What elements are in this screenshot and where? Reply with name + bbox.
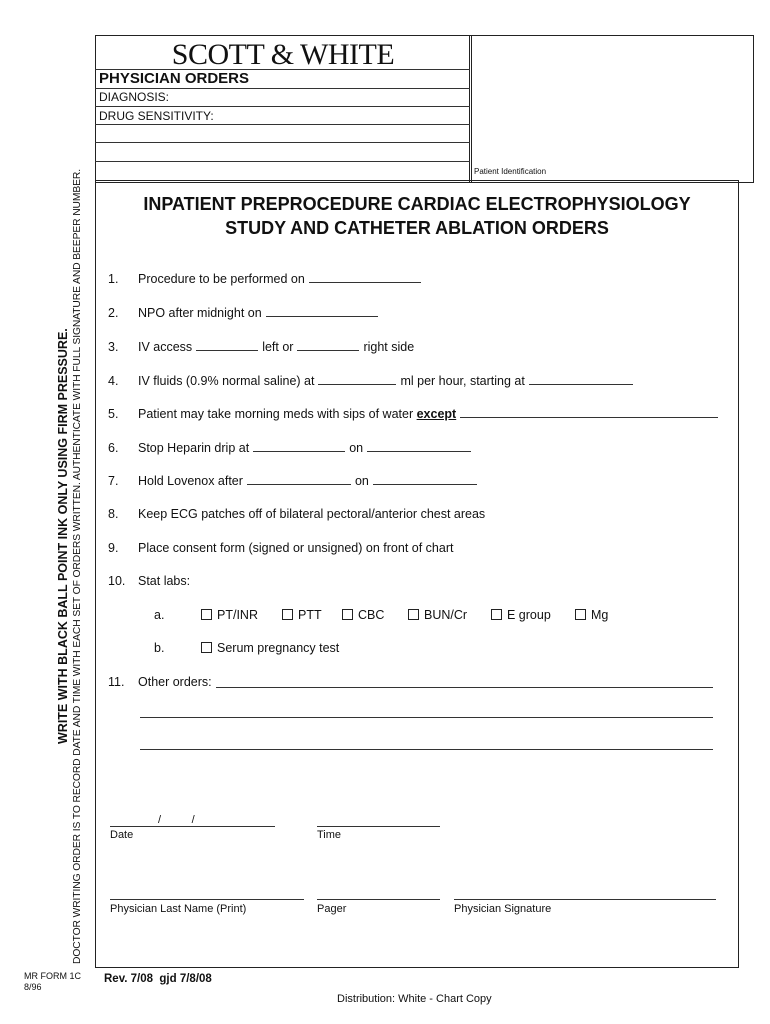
lab-option[interactable]: Serum pregnancy test <box>201 641 339 655</box>
distribution: Distribution: White - Chart Copy <box>337 993 492 1005</box>
heparin-date-field[interactable] <box>367 440 471 452</box>
side-instruction: DOCTOR WRITING ORDER IS TO RECORD DATE AND TIME WITH EACH SET OF ORDERS WRITTEN. AUTHENTICATE WITH FULL SIGNATURE AND BEEPER NUMBER. <box>72 169 83 964</box>
diagnosis-label: DIAGNOSIS: <box>99 90 170 104</box>
order-5: 5. Patient may take morning meds with sips of water except <box>108 406 718 421</box>
order-1: 1. Procedure to be performed on <box>108 271 421 286</box>
checkbox-icon[interactable] <box>575 609 586 620</box>
other-orders-line[interactable] <box>140 749 713 750</box>
physician-signature-label: Physician Signature <box>454 903 552 915</box>
order-11: 11. Other orders: <box>108 675 212 689</box>
date-field[interactable] <box>110 826 275 827</box>
order-2: 2. NPO after midnight on <box>108 305 378 320</box>
lovenox-time-field[interactable] <box>247 473 351 485</box>
time-field[interactable] <box>317 826 440 827</box>
order-form-box <box>95 180 739 968</box>
labs-b-label: b. <box>154 641 165 655</box>
drug-sensitivity-field[interactable] <box>95 124 470 125</box>
order-9: 9. Place consent form (signed or unsigned) on front of chart <box>108 541 454 555</box>
lab-option[interactable]: BUN/Cr <box>408 608 467 622</box>
labs-a-label: a. <box>154 608 165 622</box>
revision: Rev. 7/08 gjd 7/8/08 <box>104 973 212 985</box>
npo-date-field[interactable] <box>266 305 378 317</box>
procedure-date-field[interactable] <box>309 271 421 283</box>
side-instruction-bold: WRITE WITH BLACK BALL POINT INK ONLY USING FIRM PRESSURE. <box>56 328 70 744</box>
other-orders-line[interactable] <box>140 717 713 718</box>
scott-white-logo: SCOTT & WHITE <box>171 38 395 71</box>
order-4: 4. IV fluids (0.9% normal saline) at ml per hour, starting at <box>108 373 633 388</box>
pager-field[interactable] <box>317 899 440 900</box>
iv-side-field[interactable] <box>297 339 359 351</box>
lab-option[interactable]: PTT <box>282 608 322 622</box>
physician-signature-field[interactable] <box>454 899 716 900</box>
iv-access-field[interactable] <box>196 339 258 351</box>
checkbox-icon[interactable] <box>201 642 212 653</box>
form-date: 8/96 <box>24 982 42 992</box>
lab-option[interactable]: PT/INR <box>201 608 258 622</box>
except-meds-field[interactable] <box>460 406 718 418</box>
iv-rate-field[interactable] <box>318 373 396 385</box>
lab-option[interactable]: CBC <box>342 608 384 622</box>
lab-option[interactable]: E group <box>491 608 551 622</box>
physician-orders-title: PHYSICIAN ORDERS <box>99 70 250 87</box>
form-title-line1: INPATIENT PREPROCEDURE CARDIAC ELECTROPHYSIOLOGY <box>143 194 691 214</box>
checkbox-icon[interactable] <box>491 609 502 620</box>
time-label: Time <box>317 829 342 841</box>
checkbox-icon[interactable] <box>408 609 419 620</box>
order-6: 6. Stop Heparin drip at on <box>108 440 471 455</box>
diagnosis-field[interactable] <box>95 106 470 107</box>
form-title-line2: STUDY AND CATHETER ABLATION ORDERS <box>225 218 609 238</box>
form-number: MR FORM 1C <box>24 971 81 981</box>
patient-identification-box <box>469 35 754 183</box>
checkbox-icon[interactable] <box>282 609 293 620</box>
drug-sensitivity-label: DRUG SENSITIVITY: <box>99 109 214 123</box>
iv-start-field[interactable] <box>529 373 633 385</box>
heparin-time-field[interactable] <box>253 440 345 452</box>
other-orders-line[interactable] <box>216 687 713 688</box>
lab-option[interactable]: Mg <box>575 608 608 622</box>
checkbox-icon[interactable] <box>342 609 353 620</box>
physician-name-label: Physician Last Name (Print) <box>110 903 247 915</box>
pager-label: Pager <box>317 903 347 915</box>
checkbox-icon[interactable] <box>201 609 212 620</box>
patient-identification-label: Patient Identification <box>474 167 547 176</box>
lovenox-date-field[interactable] <box>373 473 477 485</box>
order-7: 7. Hold Lovenox after on <box>108 473 477 488</box>
date-label: Date <box>110 829 134 841</box>
order-3: 3. IV access left or right side <box>108 340 415 354</box>
order-8: 8. Keep ECG patches off of bilateral pectoral/anterior chest areas <box>108 507 486 521</box>
physician-name-field[interactable] <box>110 899 304 900</box>
date-slashes: / / <box>158 814 195 826</box>
order-10: 10. Stat labs: <box>108 574 191 588</box>
